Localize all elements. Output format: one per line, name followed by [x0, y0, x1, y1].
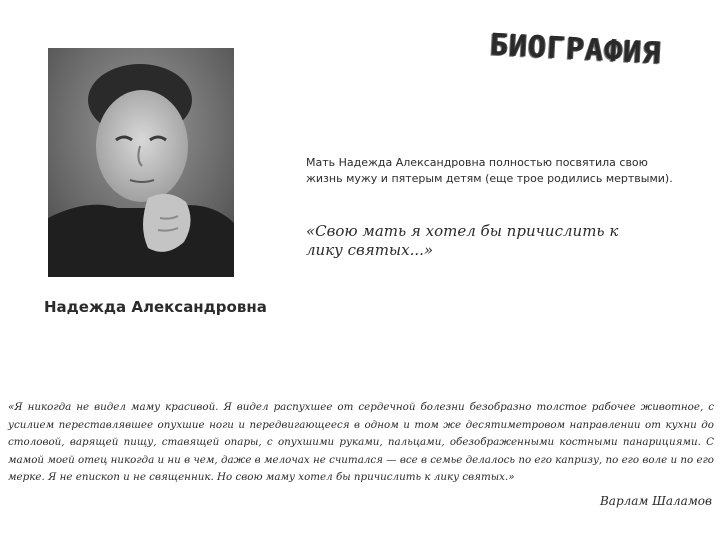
stamp-title-text: БИОГРАФИЯ [488, 27, 662, 72]
short-quote: «Свою мать я хотел бы причислить к лику святых...» [306, 222, 619, 259]
stamp-title [471, 23, 680, 92]
portrait-illustration [48, 48, 234, 277]
portrait-caption: Надежда Александровна [44, 298, 267, 316]
portrait-photo [48, 48, 234, 277]
quote-author: Варлам Шаламов [599, 494, 712, 508]
long-quote: «Я никогда не видел маму красивой. Я видел распухшее от сердечной болезни безобразно толстое рабочее животное, с усилием переставлявшее опухшие ноги и передвигающееся в одном и том же десятиметровом направлении от кухни до столовой, варящей пищу, ставящей опары, с опухшими руками, пальцами, обезображенными костными панарициями. С мамой моей отец никогда и ни в чем, даже в мелочах не считался — все в семье делалось по его капризу, по его воле и по его мерке. Я не епископ и не священник. Но свою маму хотел бы причислить к лику святых.» [8, 401, 714, 484]
intro-text: Мать Надежда Александровна полностью посвятила свою жизнь мужу и пятерым детям (еще трое родились мертвыми). [306, 156, 673, 185]
